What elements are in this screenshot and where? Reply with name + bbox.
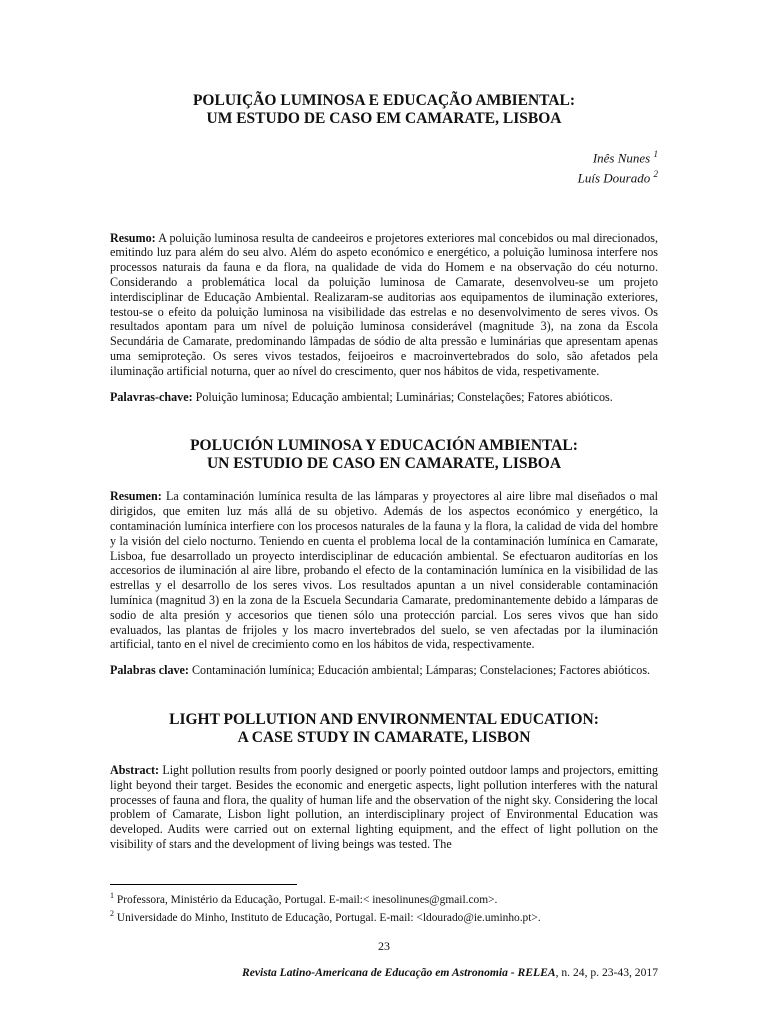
author-list [110, 146, 658, 187]
keywords-spanish: Palabras clave: Contaminación lumínica; Educación ambiental; Lámparas; Constelaciones; Factores abióticos. [110, 663, 651, 678]
title-spanish: POLUCIÓN LUMINOSA Y EDUCACIÓN AMBIENTAL: UN ESTUDIO DE CASO EN CAMARATE, LISBOA [190, 437, 578, 473]
author-name: Luís Dourado $^2$ [577, 169, 658, 186]
title-portuguese: POLUIÇÃO LUMINOSA E EDUCAÇÃO AMBIENTAL: UM ESTUDO DE CASO EM CAMARATE, LISBOA [192, 92, 576, 127]
abstract-label: Abstract: [110, 762, 160, 777]
footnotes [110, 889, 658, 925]
footnote-marker[interactable]: 2 [653, 169, 658, 180]
abstract-english: Abstract: Light pollution results from poorly designed or poorly pointed outdoor lamps and projectors, emitting light beyond their target. Besides the economic and energetic aspects, light pollution interferes with the natural processes of fauna and flora, the quality of human life and the observation of the night sky. Considering the local problem of Camarate, Lisbon light pollution, an interdisciplinary project of Environmental Education was developed. Audits were carried out on external lighting equipment, and the effect of light pollution on the visibility of stars and the development of living beings was tested. The [110, 762, 658, 851]
abstract-portuguese: Resumo: A poluição luminosa resulta de candeeiros e projetores exteriores mal concebidos ou mal direcionados, emitindo luz para além do seu alvo. Além do aspeto económico e energético, a poluição luminosa interfere nos processos naturais da fauna e da flora, na qualidade de vida do Homem e na observação do céu noturno. Considerando a problemática local da poluição luminosa de Camarate, desenvolveu-se um projeto interdisciplinar de Educação Ambiental. Realizaram-se auditorias aos equipamentos de iluminação exteriores, testou-se o efeito da poluição luminosa na visibilidade das estrelas e no desenvolvimento de seres vivos. Os resultados apontam para um nível de poluição luminosa considerável (magnitude 3), na zona da Escola Secundária de Camarate, predominando lâmpadas de sódio de alta pressão e luminárias que apresentam apenas uma semiproteção. Os seres vivos testados, feijoeiros e macroinvertebrados do solo, são afetados pela iluminação artificial noturna, quer ao nível do crescimento, quer nos hábitos de vida, respetivamente. [110, 230, 659, 378]
abstract-spanish: Resumen: La contaminación lumínica resulta de las lámparas y proyectores al aire libre mal diseñados o mal dirigidos, que emiten luz más allá de su objetivo. Además de los aspectos económico y energético, la contaminación lumínica interfiere con los procesos naturales de la fauna y la flora, la calidad de vida del hombre y la visión del cielo nocturno. Teniendo en cuenta el problema local de la contaminación lumínica en Camarate, Lisboa, fue desarrollado un proyecto interdisciplinar de educación ambiental. Se efectuaron auditorías en los accesorios de iluminación al aire libre, probando el efecto de la contaminación lumínica en la visibilidad de las estrellas y el desarrollo de los seres vivos. Los resultados apuntan a un nivel considerable contaminación lumínica (magnitud 3) en la zona de la Escuela Secundaria Camarate, predominantemente debido a lámparas de sodio de alta presión y accesorios que tienen sólo una protección parcial. Los seres vivos que han sido evaluados, las plantas de frijoles y los macro invertebrados del suelo, se ven afectadas por la iluminación artificial, tanto en el nivel de crecimiento como en los hábitos de vida, respectivamente. [110, 489, 658, 652]
title-english: LIGHT POLLUTION AND ENVIRONMENTAL EDUCATION: A CASE STUDY IN CAMARATE, LISBON [169, 710, 599, 746]
page-number: 23 [378, 939, 390, 953]
footnote-marker[interactable]: 1 [653, 149, 658, 159]
keywords-portuguese: Palavras-chave: Poluição luminosa; Educação ambiental; Luminárias; Constelações; Fatores abióticos. [110, 389, 613, 404]
keywords-label: Palavras-chave: [110, 389, 193, 404]
author-name: Inês Nunes $^1$ [592, 149, 658, 166]
footnote-item: $^1$ Professora, Ministério da Educação, Portugal. E-mail:< inesolinunes@gmail.com>. [110, 891, 498, 906]
abstract-label: Resumen: [110, 489, 162, 504]
journal-name: Revista Latino-Americana de Educação em Astronomia - RELEA [242, 966, 556, 979]
article-body [110, 92, 658, 852]
footnote-divider [110, 884, 297, 885]
footnote-item: $^2$ Universidade do Minho, Instituto de Educação, Portugal. E-mail: <ldourado@ie.uminho.pt>. [110, 908, 541, 924]
abstract-label: Resumo: [110, 230, 156, 245]
journal-citation: Revista Latino-Americana de Educação em Astronomia - RELEA, n. 24, p. 23-43, 2017 [242, 966, 658, 979]
keywords-label: Palabras clave: [110, 663, 189, 678]
